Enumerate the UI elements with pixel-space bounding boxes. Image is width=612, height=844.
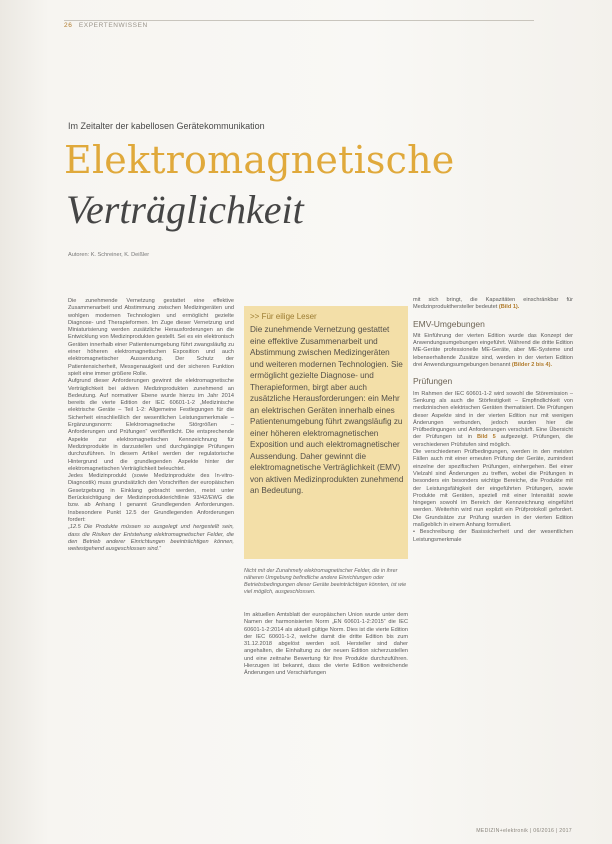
list-item: • Beschreibung der Basissicherheit und der wesentlichen Leistungsmerkmale [413,529,573,543]
paragraph-text: Mit Einführung der vierten Edition wurde das Konzept der Anwendungsumgebungen eingeführt. Während die dritte Edition ME-Geräte professionelle ME-Geräte, aber ME-Systeme und lebenserhaltende Zusätze sind, werden in der vierten Edition drei Anwendungsumgebungen benannt [413,332,573,369]
figure-reference: (Bild 1). [498,304,520,311]
paragraph: Die verschiedenen Prüfbedingungen, werden in den meisten Fällen auch mit einer erneuten Prüfung der Geräte, zumindest einzelne der spezifischen Prüfungen, einhergehen. Bei einer Vielzahl sind Änderungen zu treffen, wobei die Prüfungen in besonders ein besonders wichtige Bereiche, die Produkte mit der Leistungsfähigkeit der eingeführten Prüfungen, sowie Produkte mit Geräten, speziell mit einer Intensität sowie hingegen sowohl im Bereich der Kennzeichnung eingeführt werden. Weiterhin wird nun explizit ein Prüfprotokoll gefordert. Die Grundsätze zur Prüfung wurden in der vierten Edition maßgeblich in einem Anhang formuliert. [413,449,573,529]
paragraph [413,333,573,369]
quote-paragraph: „12.5 Die Produkte müssen so ausgelegt und hergestellt sein, dass die Risiken der Entstehung elektromagnetischer Felder, die den Betrieb anderer Einrichtungen beeinträchtigen können, weitestgehend ausgeschlossen sind.“ [68,524,234,553]
paragraph [413,297,573,312]
figure-reference: Bild 5 [476,434,496,441]
quick-reader-title: Für eilige Leser [261,312,317,321]
running-head [64,22,148,29]
list-item-text: Beschreibung der Basissicherheit und der wesentlichen Leistungsmerkmale [413,529,573,543]
section-heading: Prüfungen [413,376,453,387]
column-right [413,297,573,827]
article-kicker: Im Zeitalter der kabellosen Gerätekommunikation [68,121,265,131]
quick-reader-heading [250,312,317,321]
paragraph [413,391,573,449]
article-title-line2: Verträglichkeit [66,187,304,232]
section-label: EXPERTENWISSEN [78,22,148,29]
section-heading: EMV-Umgebungen [413,318,485,329]
column-left [68,298,234,818]
paragraph-text: aufgezeigt. Prüfungen, die verschiedenen Prüfstufen sind möglich. [413,434,573,448]
paragraph: Die zunehmende Vernetzung gestattet eine effektive Zusammenarbeit und Abstimmung zwischen Medizingeräten und wohlgen modernen Technologien und ermöglicht gezielte Diagnose- und Therapieformen. Im Zuge dieser Vernetzung und Miniaturisierung werden zusätzliche Herausforderungen an die Entwicklung von Medizinprodukten gestellt. Sei es ein elektronisch Geräten innerhalb einer Patientenumgebung führt zwangsläufig zu einer höheren elektromagnetischen Exposition und auch elektromagnetischer Aussendung. Der Schutz der Patientensicherheit, Messgenauigkeit und der sicheren Funktion spielt eine immer größere Rolle. [68,298,234,377]
quick-reader-box [244,306,408,559]
header-rule [64,20,534,21]
figure-reference: (Bilder 2 bis 4). [511,362,553,369]
article-authors: Autoren: K. Schreiner, K. Deißler [68,252,150,258]
page-footer: MEDIZIN+elektronik | 06/2016 | 2017 [476,828,572,834]
column-middle-text: Im aktuellen Amtsblatt der europäischen Union wurde unter dem Namen der harmonisierten Norm „EN 60601-1-2:2015“ die IEC 60601-1-2:2014 als aktuell gültige Norm. Dies ist die vierte Edition der IEC 60601-1-2, welche damit die dritte Edition bis zum 31.12.2018 abgelöst werden soll. Hersteller sind daher angehalten, die Einhaltung zu der neuen Edition sicherzustellen und eine zeitnahe Bewertung für ihre Produkte durchzuführen. Hierzugen ist bekannt, dass die vierte Edition weitreichende Änderungen und Verschärfungen [244,612,408,677]
paragraph: Aufgrund dieser Anforderungen gewinnt die elektromagnetische Verträglichkeit bei aktiven Medizinprodukten zunehmend an Bedeutung. Auf normativer Ebene wurde hierzu im Jahr 2014 bereits die vierte Edition der IEC 60601-1-2 „Medizinische elektrische Geräte – Teil 1-2: Allgemeine Festlegungen für die Sicherheit einschließlich der wesentlichen Leistungsmerkmale – Ergänzungsnorm: Elektromagnetische Störgrößen – Anforderungen und Prüfungen“ veröffentlicht. Die entsprechende Aspekte zur elektromagnetischen Kennzeichnung für Medizinprodukte in darzustellen und durchgängige Prüfungen durchzuführen. In diesem Artikel werden der regulatorische Hintergrund und die grundlegenden Aspekte hinter der elektromagnetischen Verträglichkeit beleuchtet. [68,378,234,472]
paragraph: Jedes Medizinprodukt (sowie Medizinprodukte des In-vitro-Diagnostik) muss grundsätzlich den Vorschriften der europäischen Gesetzgebung in Einklang gebracht werden, meist unter Berücksichtigung der Medizinprodukterichtlinie 93/42/EWG die bzw. ab Anhang I genannt Grundlegenden Anforderungen. Insbesondere Punkt 12.5 der Grundlegenden Anforderungen fordert: [68,473,234,523]
article-title-line1: Elektromagnetische [64,138,455,182]
paragraph-text: mit sich bringt, die Kapazitäten einschränkbar für Medizinprodukthersteller bedeutet [413,297,573,311]
paragraph-text: Im Rahmen der IEC 60601-1-2 wird sowohl die Störemission – Senkung als auch die Störfestigkeit – Empfindlichkeit von medizinischen elektrischen Geräten thematisiert. Die Prüfungen dieser Aspekte sind in der vierten Edition nur mit wenigen Änderungen verbunden, jedoch wurden hier die Prüfbedingungen und Anforderungen verschärft. Eine Übersicht der Prüfungen ist in [413,390,573,441]
quick-reader-body: Die zunehmende Vernetzung gestattet eine effektive Zusammenarbeit und Abstimmung zwischen Medizingeräten und weiteren modernen Technologien. Sie ermöglicht gezielte Diagnose- und Therapieformen, birgt aber auch zusätzliche Herausforderungen: ein Mehr an elektrischen Geräten innerhalb eines Patientenumgebung führt zwangsläufig zu einer höheren elektromagnetischen Exposition und auch elektromagnetischer Aussendung. Daher gewinnt die elektromagnetische Verträglichkeit (EMV) von aktiven Medizinprodukten zunehmend an Bedeutung. [250,325,404,495]
chevron-marker-icon: >> [250,312,260,321]
pull-quote: Nicht mit der Zunahmefy elektromagnetischer Felder, die in ihrer näheren Umgebung befindliche andere Einrichtungen oder Betriebsbedingungen dieser Geräte beeinträchtigen könnten, ist wie viel möglich, ausgeschlossen. [244,568,407,595]
page-number: 26 [64,22,73,29]
